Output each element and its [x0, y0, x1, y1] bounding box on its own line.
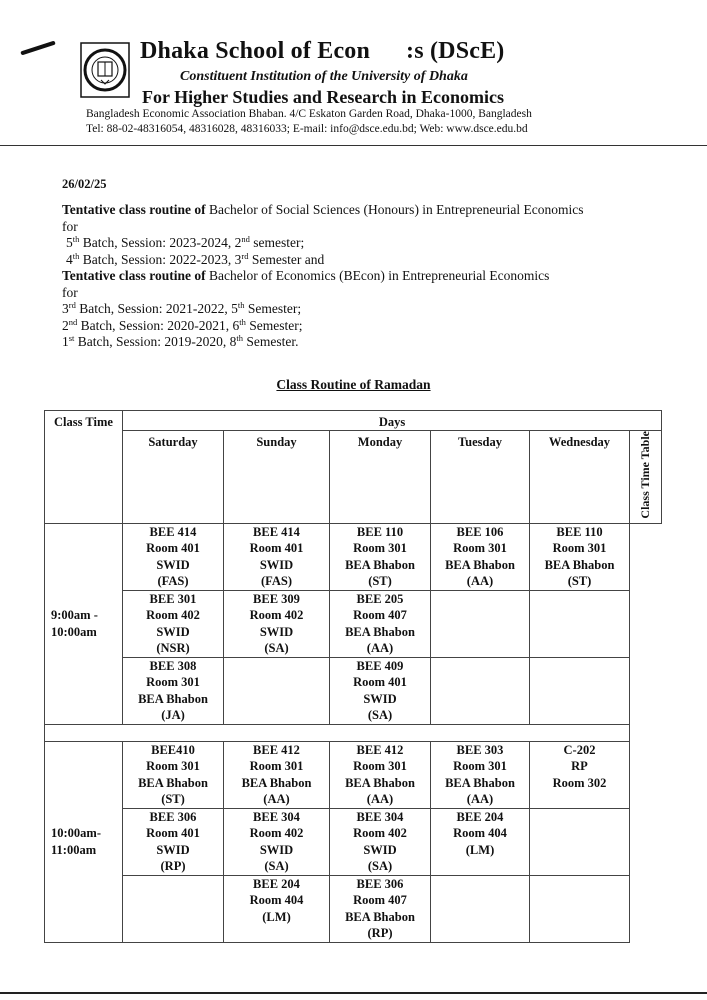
class-cell	[431, 741, 530, 808]
class-cell-line: BEE 110	[556, 524, 603, 539]
class-cell-line: Room 402	[249, 826, 304, 841]
time-slot-cell: 9:00am - 10:00am	[45, 523, 123, 724]
class-cell-line: BEE 412	[356, 742, 404, 757]
routine-row	[45, 523, 662, 590]
batch-line-3rd: 3rd Batch, Session: 2021-2022, 5th Semester;	[62, 300, 302, 316]
class-time-header: Class Time	[45, 411, 123, 524]
class-cell-line: Room 404	[453, 826, 507, 841]
class-cell	[530, 523, 630, 590]
class-cell	[224, 523, 330, 590]
description-for-2: for	[62, 284, 78, 300]
class-cell-line: (SA)	[264, 641, 289, 656]
class-cell-line: BEE 409	[356, 658, 404, 673]
class-cell	[224, 808, 330, 875]
description-line-2: Tentative class routine of Bachelor of Economics (BEcon) in Entrepreneurial Economics	[62, 268, 550, 283]
class-cell-line: Room 301	[249, 759, 304, 774]
class-cell-line: Room 401	[249, 541, 304, 556]
class-cell-line: Room 404	[249, 893, 304, 908]
class-cell-line: (LM)	[262, 909, 291, 924]
class-cell-line: (AA)	[466, 792, 494, 807]
class-cell	[330, 875, 431, 942]
time-slot-cell: 10:00am-11:00am	[45, 741, 123, 942]
class-cell-line: SWID	[259, 624, 294, 639]
class-cell-line: (FAS)	[260, 574, 292, 589]
description-line-1: Tentative class routine of Bachelor of Social Sciences (Honours) in Entrepreneurial Economics	[62, 202, 584, 217]
day-header: Sunday	[224, 431, 330, 524]
slot-separator	[45, 724, 630, 741]
class-cell-line: Room 402	[249, 608, 304, 623]
class-cell	[224, 875, 330, 942]
class-cell-line: Room 407	[353, 893, 407, 908]
class-cell-line: BEE 304	[356, 809, 404, 824]
class-cell-line: (ST)	[567, 574, 592, 589]
class-cell	[530, 875, 630, 942]
batch-line-2nd: 2nd Batch, Session: 2020-2021, 6th Semester;	[62, 316, 303, 333]
class-cell-line: SWID	[156, 557, 190, 572]
class-cell-line: BEE 301	[149, 591, 197, 606]
class-cell-line: Room 402	[353, 826, 407, 841]
class-cell-line: BEA Bhabon	[544, 557, 615, 572]
class-cell	[530, 741, 630, 808]
class-cell	[431, 523, 530, 590]
class-cell-line: BEA Bhabon	[138, 691, 208, 706]
institution-logo	[80, 42, 130, 98]
class-cell-line: (AA)	[366, 641, 394, 656]
class-cell	[123, 741, 224, 808]
class-cell-line: SWID	[363, 691, 397, 706]
class-cell-line: (ST)	[368, 574, 392, 589]
slot-separator-row	[45, 724, 662, 741]
class-cell	[530, 808, 630, 875]
class-cell-line: (ST)	[161, 792, 185, 807]
class-cell-line: SWID	[156, 842, 190, 857]
batch-line-5th: 5th Batch, Session: 2023-2024, 2nd semester;	[66, 234, 305, 250]
class-cell	[123, 808, 224, 875]
class-cell	[123, 523, 224, 590]
class-cell-line: SWID	[363, 842, 397, 857]
class-cell-line: (AA)	[466, 574, 494, 589]
class-cell-line: Room 301	[453, 541, 507, 556]
class-cell	[123, 590, 224, 657]
class-cell-line: BEA Bhabon	[138, 775, 208, 790]
class-cell-line: (FAS)	[157, 574, 189, 589]
class-cell-line: BEE 306	[356, 876, 404, 891]
class-cell-line: BEA Bhabon	[345, 775, 415, 790]
class-cell	[224, 590, 330, 657]
class-cell-line: (SA)	[367, 708, 393, 723]
class-cell-line: BEE 412	[253, 742, 300, 757]
class-cell	[431, 875, 530, 942]
class-cell	[224, 741, 330, 808]
class-cell-line: (SA)	[264, 859, 289, 874]
class-cell-line: BEE 414	[253, 524, 300, 539]
day-header: Monday	[330, 431, 431, 524]
day-header: Tuesday	[431, 431, 530, 524]
class-cell	[431, 657, 530, 724]
class-cell-line: BEE 303	[456, 742, 504, 757]
class-cell-line: (AA)	[263, 792, 290, 807]
class-cell	[330, 657, 431, 724]
class-cell	[330, 523, 431, 590]
routine-table	[44, 410, 662, 943]
class-cell-line: Room 301	[353, 759, 407, 774]
class-cell-line: BEE 414	[149, 524, 197, 539]
class-cell	[431, 590, 530, 657]
institution-contact: Tel: 88-02-48316054, 48316028, 48316033; E-mail: info@dsce.edu.bd; Web: www.dsce.edu.bd	[86, 123, 528, 135]
class-cell-line: BEE 308	[149, 658, 197, 673]
class-cell-line: (LM)	[465, 842, 495, 857]
routine-row	[45, 808, 662, 875]
routine-row	[45, 657, 662, 724]
class-cell-line: BEE410	[151, 742, 195, 757]
routine-description	[62, 202, 662, 351]
description-for-1: for	[62, 218, 78, 234]
class-cell	[123, 875, 224, 942]
class-cell-line: (AA)	[366, 792, 394, 807]
class-cell-line: (JA)	[161, 708, 185, 723]
class-cell-line: Room 401	[146, 541, 200, 556]
institution-subtitle: Constituent Institution of the University of Dhaka	[180, 69, 468, 84]
day-header: Saturday	[123, 431, 224, 524]
class-cell	[530, 590, 630, 657]
class-cell-line: RP	[571, 759, 588, 774]
class-cell	[530, 657, 630, 724]
routine-row	[45, 590, 662, 657]
document-date: 26/02/25	[62, 177, 107, 191]
class-cell-line: Room 301	[146, 675, 200, 690]
class-cell-line: Room 301	[146, 759, 200, 774]
class-time-table-label: Class Time Table	[638, 431, 653, 519]
pen-stroke-mark	[20, 41, 55, 56]
routine-row	[45, 741, 662, 808]
class-cell	[224, 657, 330, 724]
class-cell-line: Room 402	[146, 608, 200, 623]
class-cell-line: BEA Bhabon	[241, 775, 312, 790]
class-cell-line: Room 401	[146, 826, 200, 841]
class-cell-line: Room 301	[353, 541, 407, 556]
class-cell	[330, 808, 431, 875]
class-cell-line: BEE 306	[149, 809, 197, 824]
batch-line-1st: 1st Batch, Session: 2019-2020, 8th Semester.	[62, 333, 299, 349]
routine-row	[45, 875, 662, 942]
institution-address: Bangladesh Economic Association Bhaban. 4/C Eskaton Garden Road, Dhaka-1000, Bangladesh	[86, 108, 532, 120]
class-cell-line: (RP)	[367, 926, 393, 941]
class-cell-line: Room 301	[453, 759, 507, 774]
class-cell-line: BEE 106	[456, 524, 504, 539]
class-cell-line: SWID	[156, 624, 190, 639]
class-cell-line: Room 401	[353, 675, 407, 690]
class-cell-line: BEA Bhabon	[345, 909, 415, 924]
class-cell-line: BEA Bhabon	[445, 775, 515, 790]
class-cell-line: SWID	[259, 842, 294, 857]
class-cell-line: BEA Bhabon	[345, 624, 415, 639]
class-cell-line: BEE 205	[356, 591, 404, 606]
class-cell	[431, 808, 530, 875]
day-header: Wednesday	[530, 431, 630, 524]
class-cell-line: BEA Bhabon	[345, 557, 415, 572]
class-cell	[330, 741, 431, 808]
class-cell-line: Room 301	[552, 541, 607, 556]
class-cell-line: Room 302	[552, 775, 607, 790]
header-divider	[0, 145, 707, 146]
class-cell-line: SWID	[259, 557, 294, 572]
class-cell-line: Room 407	[353, 608, 407, 623]
side-label-cell	[630, 431, 662, 524]
class-cell-line: BEE 204	[456, 809, 504, 824]
batch-line-4th: 4th Batch, Session: 2022-2023, 3rd Semester and	[66, 250, 325, 267]
days-header: Days	[123, 411, 662, 431]
institution-tagline: For Higher Studies and Research in Economics	[142, 87, 505, 107]
class-cell-line: (NSR)	[156, 641, 190, 656]
institution-title: Dhaka School of Econ :s (DScE)	[140, 38, 505, 64]
class-cell-line: (SA)	[367, 859, 393, 874]
class-cell	[123, 657, 224, 724]
class-cell-line: (RP)	[160, 859, 186, 874]
class-cell-line: BEE 110	[356, 524, 404, 539]
class-cell-line: BEA Bhabon	[445, 557, 515, 572]
footer-divider	[0, 992, 707, 994]
routine-title: Class Routine of Ramadan	[276, 377, 431, 392]
class-cell-line: BEE 204	[253, 876, 300, 891]
class-cell-line: C-202	[563, 742, 596, 757]
class-cell	[330, 590, 431, 657]
class-cell-line: BEE 309	[253, 591, 300, 606]
class-cell-line: BEE 304	[253, 809, 300, 824]
